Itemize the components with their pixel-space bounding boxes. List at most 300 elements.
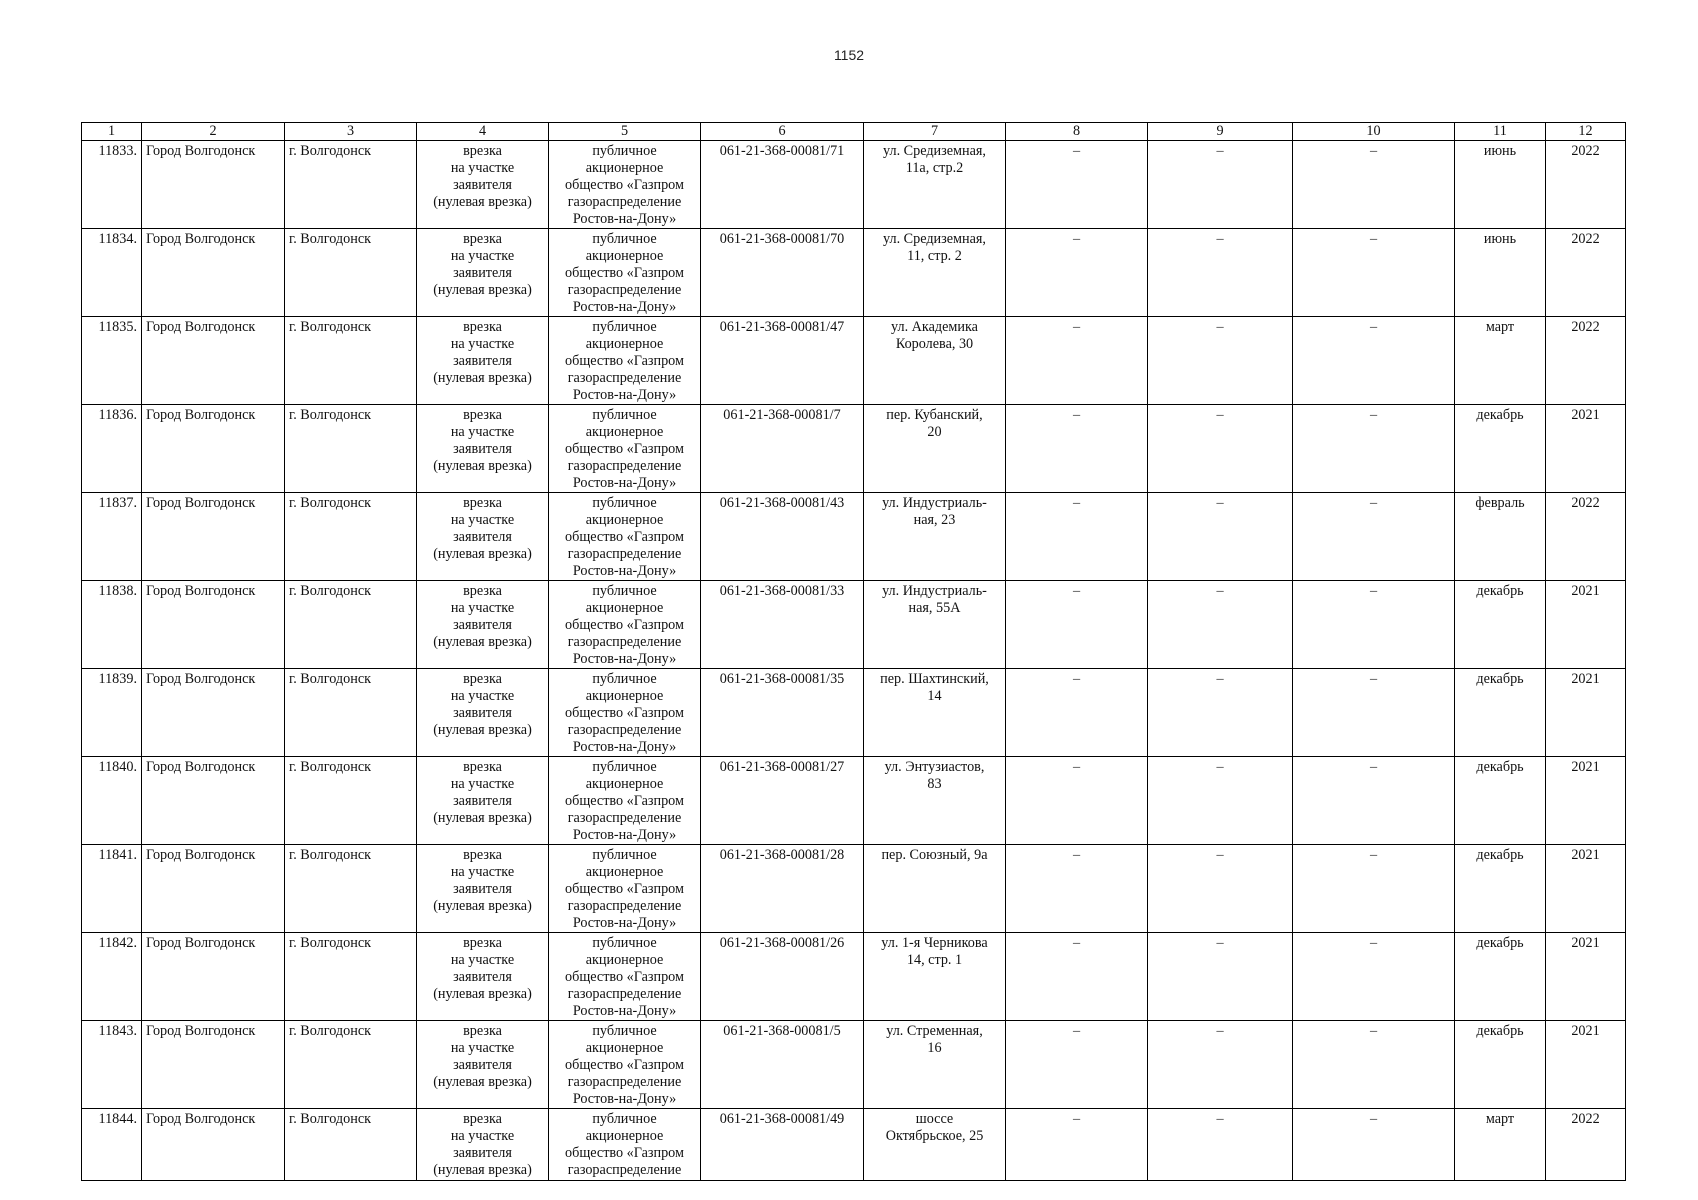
address-cell-line: ная, 23 xyxy=(913,512,956,528)
column-header-7: 7 xyxy=(864,123,1006,141)
connection-type-cell xyxy=(417,141,549,229)
address-cell-line: ул. Энтузиастов, xyxy=(884,759,985,775)
connection-type-cell xyxy=(417,757,549,845)
connection-type-cell-line: (нулевая врезка) xyxy=(433,370,532,386)
owner-cell xyxy=(549,141,701,229)
row-number: 11835. xyxy=(82,317,142,405)
owner-cell-line: Ростов-на-Дону» xyxy=(572,211,677,227)
code-cell: 061-21-368-00081/43 xyxy=(701,493,864,581)
locality-cell: г. Волгодонск xyxy=(285,845,417,933)
code-cell: 061-21-368-00081/35 xyxy=(701,669,864,757)
row-number: 11841. xyxy=(82,845,142,933)
connection-type-cell-line: врезка xyxy=(463,143,502,159)
municipality-cell: Город Волгодонск xyxy=(142,229,285,317)
column-9-cell: – xyxy=(1148,1021,1293,1109)
connection-type-cell xyxy=(417,229,549,317)
row-number: 11833. xyxy=(82,141,142,229)
row-number: 11839. xyxy=(82,669,142,757)
month-cell: декабрь xyxy=(1455,1021,1546,1109)
owner-cell-line: акционерное xyxy=(585,600,664,616)
column-8-cell: – xyxy=(1006,1109,1148,1181)
owner-cell-line: газораспределение xyxy=(567,546,682,562)
address-cell-line: Королева, 30 xyxy=(895,336,974,352)
table-row xyxy=(82,317,1626,405)
column-9-cell: – xyxy=(1148,405,1293,493)
row-number: 11837. xyxy=(82,493,142,581)
owner-cell-line: общество «Газпром xyxy=(565,793,684,809)
owner-cell xyxy=(549,581,701,669)
code-cell: 061-21-368-00081/47 xyxy=(701,317,864,405)
month-cell: декабрь xyxy=(1455,669,1546,757)
year-cell: 2021 xyxy=(1546,669,1626,757)
code-cell: 061-21-368-00081/5 xyxy=(701,1021,864,1109)
month-cell: декабрь xyxy=(1455,933,1546,1021)
month-cell: март xyxy=(1455,317,1546,405)
municipality-cell: Город Волгодонск xyxy=(142,317,285,405)
column-10-cell: – xyxy=(1293,405,1455,493)
connection-type-cell-line: (нулевая врезка) xyxy=(433,546,532,562)
connection-type-cell-line: врезка xyxy=(463,847,502,863)
address-cell-line: 83 xyxy=(927,776,942,792)
locality-cell: г. Волгодонск xyxy=(285,229,417,317)
owner-cell-line: общество «Газпром xyxy=(565,353,684,369)
row-number: 11840. xyxy=(82,757,142,845)
month-cell: июнь xyxy=(1455,229,1546,317)
connection-type-cell-line: врезка xyxy=(463,1111,502,1127)
owner-cell-line: акционерное xyxy=(585,952,664,968)
table-row xyxy=(82,1021,1626,1109)
address-cell-line: 16 xyxy=(927,1040,942,1056)
connection-type-cell-line: (нулевая врезка) xyxy=(433,810,532,826)
table-row xyxy=(82,845,1626,933)
column-10-cell: – xyxy=(1293,757,1455,845)
column-8-cell: – xyxy=(1006,405,1148,493)
connection-type-cell-line: врезка xyxy=(463,671,502,687)
column-header-8: 8 xyxy=(1006,123,1148,141)
owner-cell xyxy=(549,405,701,493)
connection-type-cell xyxy=(417,669,549,757)
address-cell-line: 14 xyxy=(927,688,942,704)
connection-type-cell-line: заявителя xyxy=(453,1057,512,1073)
table-row xyxy=(82,229,1626,317)
connection-type-cell-line: на участке xyxy=(450,1040,515,1056)
table-row xyxy=(82,581,1626,669)
address-cell-line: пер. Шахтинский, xyxy=(880,671,989,687)
connection-type-cell xyxy=(417,581,549,669)
code-cell: 061-21-368-00081/71 xyxy=(701,141,864,229)
column-9-cell: – xyxy=(1148,757,1293,845)
column-10-cell: – xyxy=(1293,581,1455,669)
connection-type-cell-line: заявителя xyxy=(453,265,512,281)
owner-cell-line: публичное xyxy=(592,319,657,335)
municipality-cell: Город Волгодонск xyxy=(142,669,285,757)
address-cell xyxy=(864,229,1006,317)
address-cell-line: ул. Средиземная, xyxy=(883,231,986,247)
owner-cell-line: акционерное xyxy=(585,160,664,176)
column-header-10: 10 xyxy=(1293,123,1455,141)
table-body xyxy=(82,141,1626,1181)
owner-cell-line: газораспределение xyxy=(567,1074,682,1090)
owner-cell-line: акционерное xyxy=(585,336,664,352)
municipality-cell: Город Волгодонск xyxy=(142,757,285,845)
owner-cell-line: Ростов-на-Дону» xyxy=(572,1003,677,1019)
address-cell xyxy=(864,317,1006,405)
owner-cell-line: газораспределение xyxy=(567,810,682,826)
connection-type-cell-line: (нулевая врезка) xyxy=(433,1162,532,1178)
connection-type-cell-line: заявителя xyxy=(453,529,512,545)
owner-cell-line: газораспределение xyxy=(567,898,682,914)
header-row xyxy=(82,123,1626,141)
column-9-cell: – xyxy=(1148,141,1293,229)
locality-cell: г. Волгодонск xyxy=(285,1021,417,1109)
year-cell: 2021 xyxy=(1546,405,1626,493)
locality-cell: г. Волгодонск xyxy=(285,317,417,405)
owner-cell-line: публичное xyxy=(592,407,657,423)
owner-cell-line: публичное xyxy=(592,759,657,775)
column-header-9: 9 xyxy=(1148,123,1293,141)
owner-cell-line: Ростов-на-Дону» xyxy=(572,915,677,931)
month-cell: февраль xyxy=(1455,493,1546,581)
address-cell-line: ул. Стременная, xyxy=(886,1023,983,1039)
month-cell: июнь xyxy=(1455,141,1546,229)
connection-type-cell-line: (нулевая врезка) xyxy=(433,898,532,914)
table-row xyxy=(82,669,1626,757)
column-9-cell: – xyxy=(1148,493,1293,581)
connection-type-cell-line: на участке xyxy=(450,424,515,440)
owner-cell-line: акционерное xyxy=(585,512,664,528)
column-9-cell: – xyxy=(1148,581,1293,669)
connection-type-cell xyxy=(417,493,549,581)
owner-cell-line: Ростов-на-Дону» xyxy=(572,387,677,403)
owner-cell-line: общество «Газпром xyxy=(565,881,684,897)
owner-cell-line: общество «Газпром xyxy=(565,1057,684,1073)
year-cell: 2022 xyxy=(1546,1109,1626,1181)
owner-cell-line: общество «Газпром xyxy=(565,969,684,985)
owner-cell-line: публичное xyxy=(592,495,657,511)
connection-type-cell-line: на участке xyxy=(450,1128,515,1144)
owner-cell xyxy=(549,493,701,581)
municipality-cell: Город Волгодонск xyxy=(142,581,285,669)
connection-type-cell-line: на участке xyxy=(450,160,515,176)
connection-type-cell-line: (нулевая врезка) xyxy=(433,986,532,1002)
address-cell xyxy=(864,757,1006,845)
locality-cell: г. Волгодонск xyxy=(285,1109,417,1181)
owner-cell-line: общество «Газпром xyxy=(565,265,684,281)
owner-cell xyxy=(549,1109,701,1181)
column-10-cell: – xyxy=(1293,933,1455,1021)
owner-cell-line: Ростов-на-Дону» xyxy=(572,827,677,843)
owner-cell-line: публичное xyxy=(592,583,657,599)
column-9-cell: – xyxy=(1148,317,1293,405)
column-10-cell: – xyxy=(1293,1109,1455,1181)
table-row xyxy=(82,493,1626,581)
month-cell: декабрь xyxy=(1455,405,1546,493)
column-9-cell: – xyxy=(1148,1109,1293,1181)
owner-cell-line: общество «Газпром xyxy=(565,705,684,721)
connection-type-cell xyxy=(417,1109,549,1181)
connection-type-cell-line: (нулевая врезка) xyxy=(433,458,532,474)
address-cell-line: 14, стр. 1 xyxy=(906,952,963,968)
year-cell: 2022 xyxy=(1546,493,1626,581)
connection-type-cell-line: на участке xyxy=(450,864,515,880)
connection-type-cell-line: заявителя xyxy=(453,705,512,721)
owner-cell-line: акционерное xyxy=(585,424,664,440)
locality-cell: г. Волгодонск xyxy=(285,405,417,493)
column-8-cell: – xyxy=(1006,669,1148,757)
municipality-cell: Город Волгодонск xyxy=(142,405,285,493)
owner-cell-line: газораспределение xyxy=(567,370,682,386)
column-header-2: 2 xyxy=(142,123,285,141)
table-row xyxy=(82,405,1626,493)
code-cell: 061-21-368-00081/7 xyxy=(701,405,864,493)
column-8-cell: – xyxy=(1006,757,1148,845)
municipality-cell: Город Волгодонск xyxy=(142,933,285,1021)
year-cell: 2022 xyxy=(1546,317,1626,405)
table-row xyxy=(82,1109,1626,1181)
connection-type-cell-line: на участке xyxy=(450,248,515,264)
owner-cell-line: Ростов-на-Дону» xyxy=(572,563,677,579)
table-row xyxy=(82,141,1626,229)
column-9-cell: – xyxy=(1148,669,1293,757)
connection-type-cell-line: врезка xyxy=(463,1023,502,1039)
column-header-11: 11 xyxy=(1455,123,1546,141)
year-cell: 2021 xyxy=(1546,845,1626,933)
connection-type-cell-line: заявителя xyxy=(453,353,512,369)
address-cell xyxy=(864,669,1006,757)
owner-cell-line: публичное xyxy=(592,231,657,247)
owner-cell-line: общество «Газпром xyxy=(565,441,684,457)
page-number: 1152 xyxy=(833,47,865,63)
registry-table xyxy=(81,122,1626,1181)
column-10-cell: – xyxy=(1293,493,1455,581)
table-header xyxy=(82,123,1626,141)
owner-cell-line: акционерное xyxy=(585,1040,664,1056)
address-cell-line: 11, стр. 2 xyxy=(907,248,962,264)
address-cell-line: ная, 55А xyxy=(908,600,961,616)
municipality-cell: Город Волгодонск xyxy=(142,1109,285,1181)
owner-cell xyxy=(549,845,701,933)
owner-cell-line: акционерное xyxy=(585,248,664,264)
owner-cell-line: публичное xyxy=(592,1023,657,1039)
owner-cell-line: общество «Газпром xyxy=(565,617,684,633)
column-9-cell: – xyxy=(1148,845,1293,933)
connection-type-cell-line: на участке xyxy=(450,952,515,968)
address-cell xyxy=(864,141,1006,229)
owner-cell-line: общество «Газпром xyxy=(565,529,684,545)
row-number: 11838. xyxy=(82,581,142,669)
connection-type-cell-line: врезка xyxy=(463,935,502,951)
column-10-cell: – xyxy=(1293,141,1455,229)
address-cell-line: 20 xyxy=(927,424,942,440)
address-cell-line: 11а, стр.2 xyxy=(905,160,964,176)
month-cell: декабрь xyxy=(1455,581,1546,669)
owner-cell-line: газораспределение xyxy=(567,194,682,210)
column-10-cell: – xyxy=(1293,845,1455,933)
connection-type-cell-line: врезка xyxy=(463,759,502,775)
municipality-cell: Город Волгодонск xyxy=(142,141,285,229)
owner-cell-line: общество «Газпром xyxy=(565,177,684,193)
code-cell: 061-21-368-00081/49 xyxy=(701,1109,864,1181)
address-cell-line: пер. Кубанский, xyxy=(886,407,983,423)
connection-type-cell-line: на участке xyxy=(450,776,515,792)
connection-type-cell-line: заявителя xyxy=(453,617,512,633)
owner-cell xyxy=(549,933,701,1021)
connection-type-cell-line: врезка xyxy=(463,231,502,247)
owner-cell-line: публичное xyxy=(592,935,657,951)
year-cell: 2021 xyxy=(1546,933,1626,1021)
owner-cell-line: газораспределение xyxy=(567,458,682,474)
column-8-cell: – xyxy=(1006,933,1148,1021)
column-header-5: 5 xyxy=(549,123,701,141)
address-cell xyxy=(864,1109,1006,1181)
column-header-4: 4 xyxy=(417,123,549,141)
code-cell: 061-21-368-00081/70 xyxy=(701,229,864,317)
owner-cell-line: публичное xyxy=(592,671,657,687)
connection-type-cell xyxy=(417,405,549,493)
column-9-cell: – xyxy=(1148,933,1293,1021)
connection-type-cell-line: заявителя xyxy=(453,1145,512,1161)
table-row xyxy=(82,757,1626,845)
column-10-cell: – xyxy=(1293,229,1455,317)
address-cell-line: ул. Средиземная, xyxy=(883,143,986,159)
locality-cell: г. Волгодонск xyxy=(285,757,417,845)
connection-type-cell xyxy=(417,933,549,1021)
year-cell: 2021 xyxy=(1546,1021,1626,1109)
connection-type-cell-line: заявителя xyxy=(453,881,512,897)
address-cell-line: ул. 1-я Черникова xyxy=(881,935,988,951)
address-cell xyxy=(864,933,1006,1021)
column-8-cell: – xyxy=(1006,1021,1148,1109)
address-cell xyxy=(864,581,1006,669)
address-cell-line: ул. Индустриаль- xyxy=(882,495,987,511)
connection-type-cell xyxy=(417,317,549,405)
connection-type-cell-line: на участке xyxy=(450,600,515,616)
year-cell: 2021 xyxy=(1546,757,1626,845)
row-number: 11842. xyxy=(82,933,142,1021)
column-header-1: 1 xyxy=(82,123,142,141)
connection-type-cell-line: заявителя xyxy=(453,969,512,985)
owner-cell-line: газораспределение xyxy=(567,986,682,1002)
connection-type-cell-line: (нулевая врезка) xyxy=(433,282,532,298)
connection-type-cell-line: (нулевая врезка) xyxy=(433,194,532,210)
owner-cell-line: газораспределение xyxy=(567,1162,682,1178)
connection-type-cell-line: врезка xyxy=(463,319,502,335)
row-number: 11843. xyxy=(82,1021,142,1109)
owner-cell xyxy=(549,669,701,757)
column-8-cell: – xyxy=(1006,493,1148,581)
address-cell xyxy=(864,493,1006,581)
connection-type-cell-line: (нулевая врезка) xyxy=(433,634,532,650)
owner-cell-line: акционерное xyxy=(585,776,664,792)
owner-cell-line: акционерное xyxy=(585,864,664,880)
column-header-12: 12 xyxy=(1546,123,1626,141)
year-cell: 2022 xyxy=(1546,229,1626,317)
locality-cell: г. Волгодонск xyxy=(285,493,417,581)
address-cell-line: ул. Академика xyxy=(891,319,978,335)
connection-type-cell xyxy=(417,1021,549,1109)
address-cell-line: шоссе xyxy=(915,1111,954,1127)
month-cell: март xyxy=(1455,1109,1546,1181)
row-number: 11844. xyxy=(82,1109,142,1181)
locality-cell: г. Волгодонск xyxy=(285,581,417,669)
owner-cell-line: публичное xyxy=(592,1111,657,1127)
connection-type-cell-line: врезка xyxy=(463,495,502,511)
owner-cell-line: газораспределение xyxy=(567,634,682,650)
month-cell: декабрь xyxy=(1455,845,1546,933)
owner-cell xyxy=(549,317,701,405)
column-header-3: 3 xyxy=(285,123,417,141)
code-cell: 061-21-368-00081/27 xyxy=(701,757,864,845)
column-header-6: 6 xyxy=(701,123,864,141)
owner-cell-line: Ростов-на-Дону» xyxy=(572,475,677,491)
locality-cell: г. Волгодонск xyxy=(285,669,417,757)
column-10-cell: – xyxy=(1293,317,1455,405)
column-8-cell: – xyxy=(1006,229,1148,317)
column-8-cell: – xyxy=(1006,581,1148,669)
address-cell xyxy=(864,845,1006,933)
owner-cell-line: газораспределение xyxy=(567,722,682,738)
table-row xyxy=(82,933,1626,1021)
connection-type-cell-line: на участке xyxy=(450,688,515,704)
column-8-cell: – xyxy=(1006,317,1148,405)
owner-cell-line: акционерное xyxy=(585,1128,664,1144)
row-number: 11834. xyxy=(82,229,142,317)
code-cell: 061-21-368-00081/26 xyxy=(701,933,864,1021)
row-number: 11836. xyxy=(82,405,142,493)
column-8-cell: – xyxy=(1006,141,1148,229)
address-cell-line: ул. Индустриаль- xyxy=(882,583,987,599)
address-cell xyxy=(864,405,1006,493)
owner-cell-line: Ростов-на-Дону» xyxy=(572,651,677,667)
connection-type-cell-line: (нулевая врезка) xyxy=(433,722,532,738)
year-cell: 2022 xyxy=(1546,141,1626,229)
owner-cell-line: Ростов-на-Дону» xyxy=(572,739,677,755)
connection-type-cell xyxy=(417,845,549,933)
municipality-cell: Город Волгодонск xyxy=(142,493,285,581)
owner-cell xyxy=(549,1021,701,1109)
owner-cell xyxy=(549,757,701,845)
code-cell: 061-21-368-00081/28 xyxy=(701,845,864,933)
connection-type-cell-line: на участке xyxy=(450,336,515,352)
address-cell-line: Октябрьское, 25 xyxy=(885,1128,984,1144)
owner-cell-line: публичное xyxy=(592,847,657,863)
month-cell: декабрь xyxy=(1455,757,1546,845)
connection-type-cell-line: врезка xyxy=(463,407,502,423)
owner-cell-line: газораспределение xyxy=(567,282,682,298)
owner-cell xyxy=(549,229,701,317)
connection-type-cell-line: (нулевая врезка) xyxy=(433,1074,532,1090)
owner-cell-line: общество «Газпром xyxy=(565,1145,684,1161)
owner-cell-line: акционерное xyxy=(585,688,664,704)
connection-type-cell-line: заявителя xyxy=(453,441,512,457)
municipality-cell: Город Волгодонск xyxy=(142,1021,285,1109)
address-cell-line: пер. Союзный, 9а xyxy=(881,847,988,863)
connection-type-cell-line: заявителя xyxy=(453,793,512,809)
column-10-cell: – xyxy=(1293,1021,1455,1109)
column-8-cell: – xyxy=(1006,845,1148,933)
locality-cell: г. Волгодонск xyxy=(285,933,417,1021)
address-cell xyxy=(864,1021,1006,1109)
column-9-cell: – xyxy=(1148,229,1293,317)
owner-cell-line: публичное xyxy=(592,143,657,159)
connection-type-cell-line: врезка xyxy=(463,583,502,599)
municipality-cell: Город Волгодонск xyxy=(142,845,285,933)
owner-cell-line: Ростов-на-Дону» xyxy=(572,299,677,315)
year-cell: 2021 xyxy=(1546,581,1626,669)
connection-type-cell-line: на участке xyxy=(450,512,515,528)
column-10-cell: – xyxy=(1293,669,1455,757)
code-cell: 061-21-368-00081/33 xyxy=(701,581,864,669)
